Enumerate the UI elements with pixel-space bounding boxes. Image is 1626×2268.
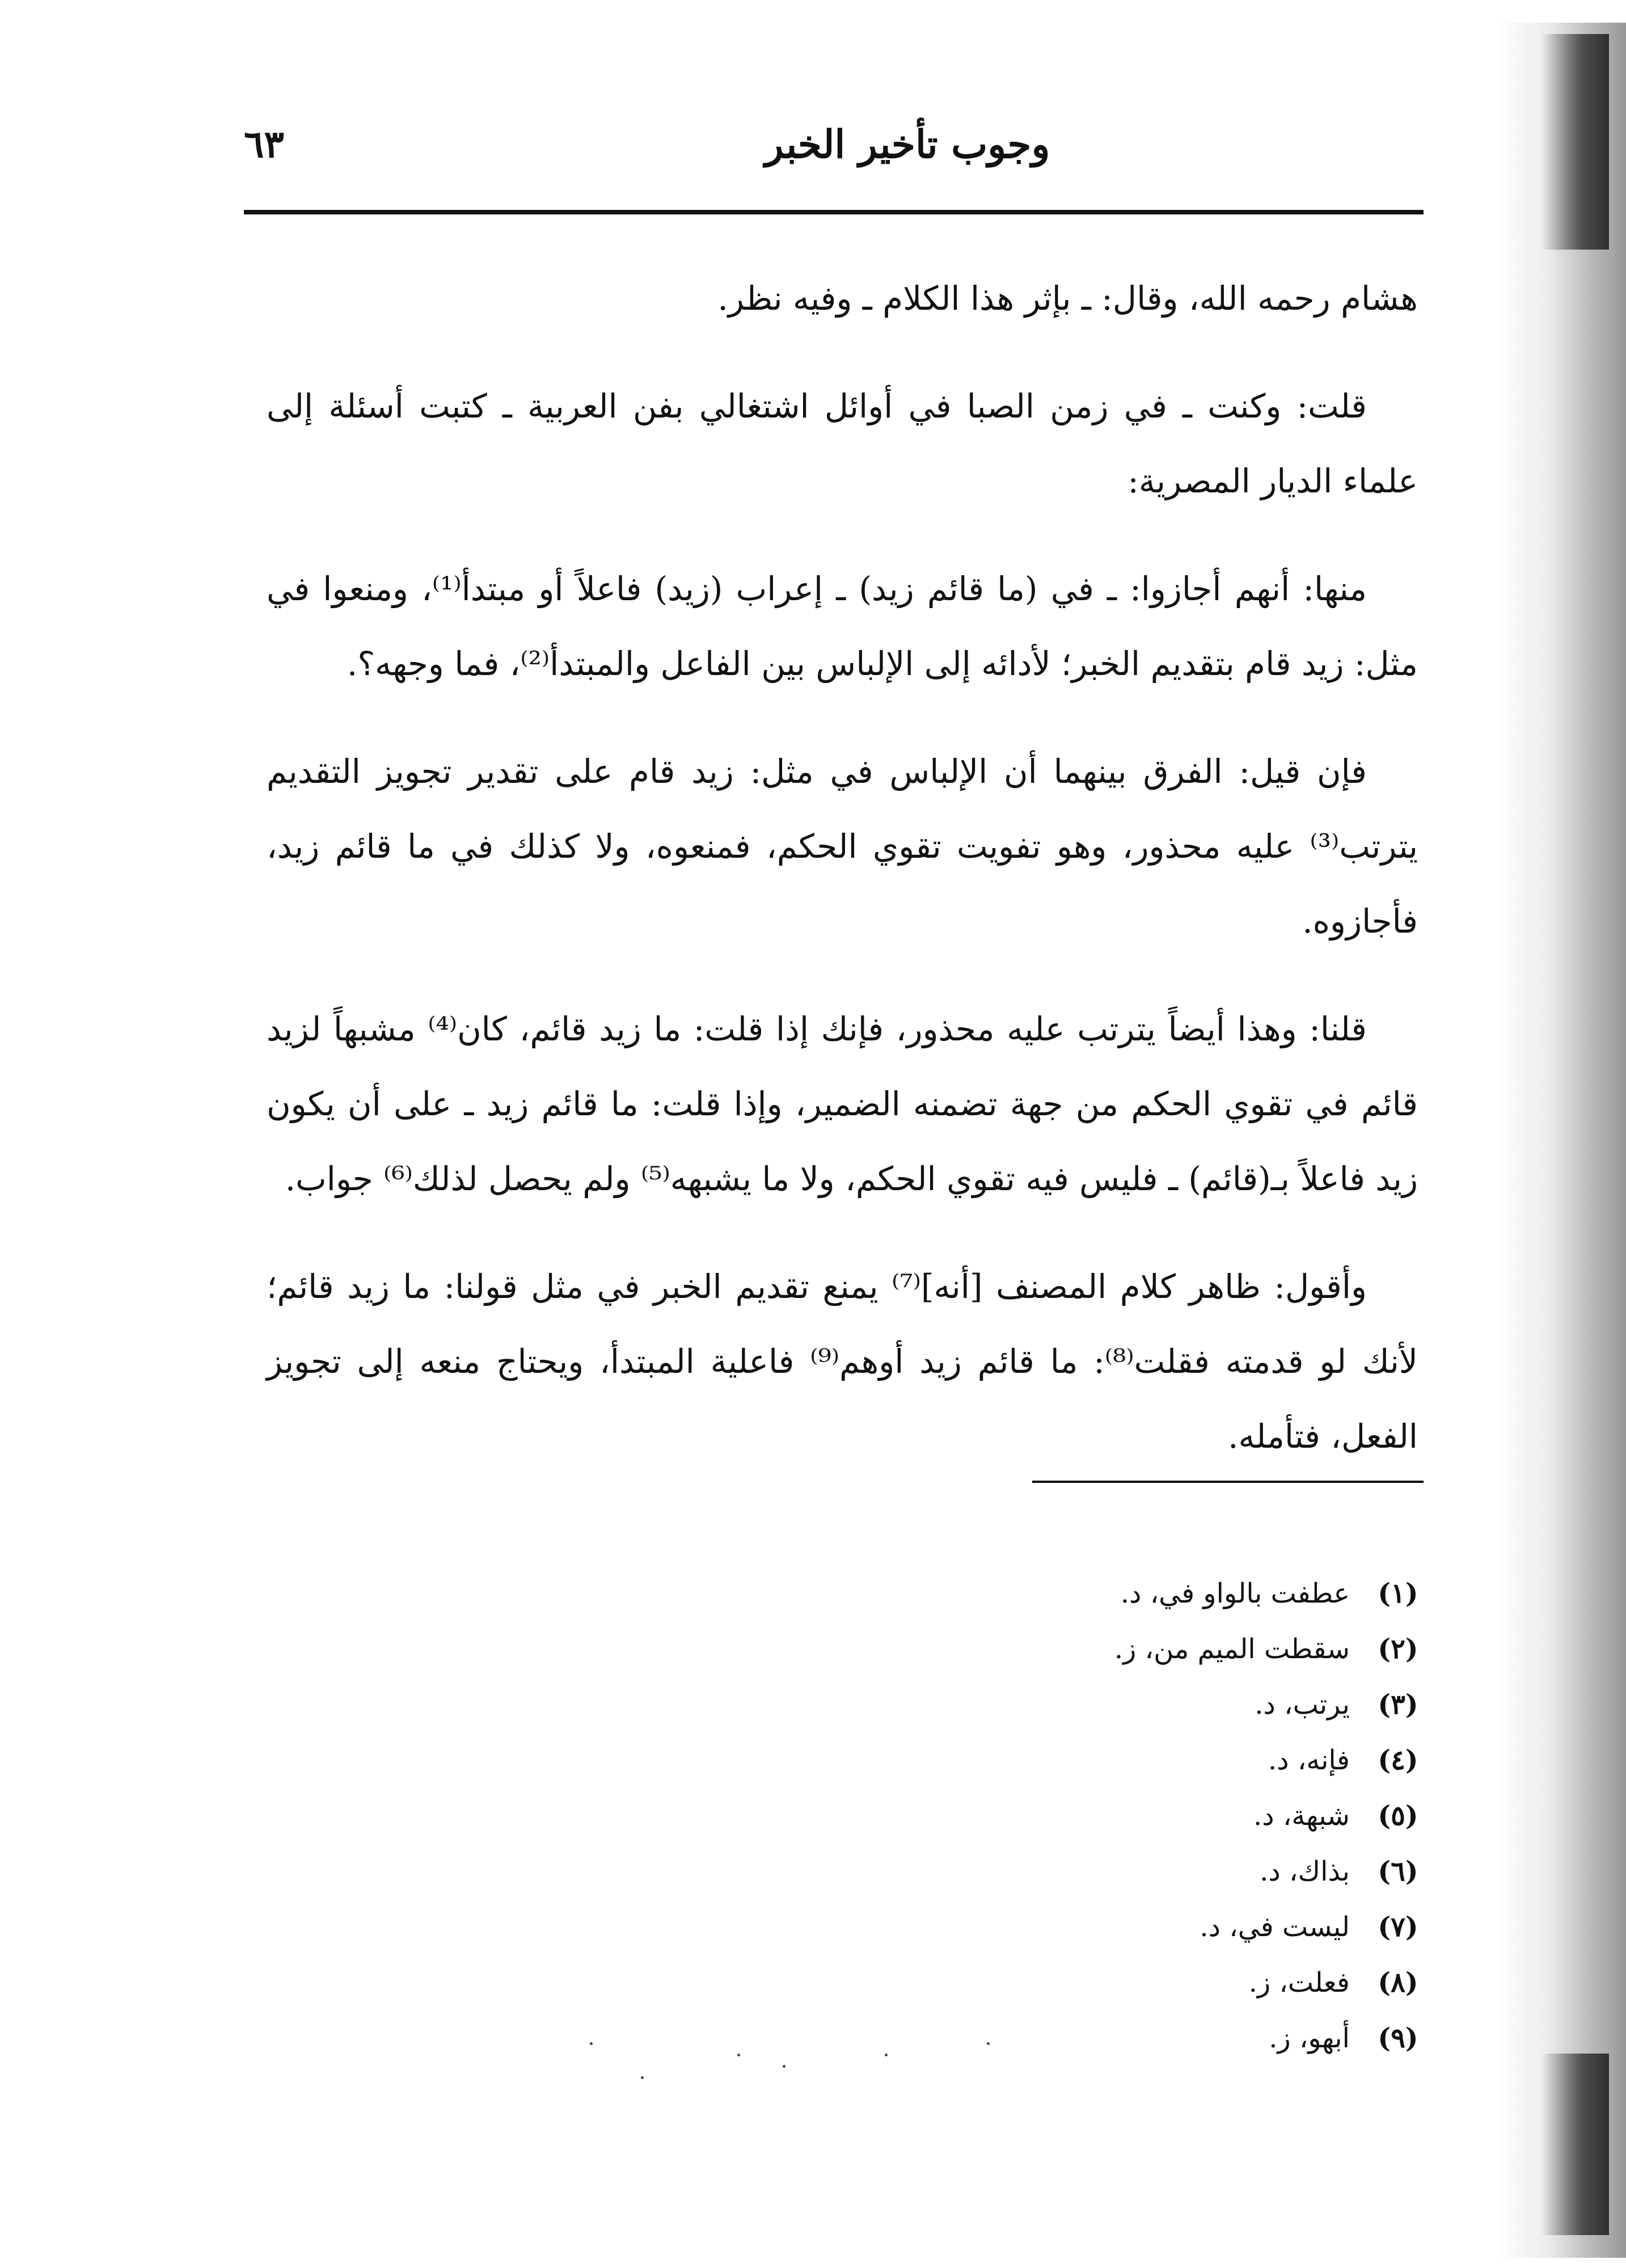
footnote-text: شبهة، د. — [1253, 1800, 1350, 1832]
footnote-number: (١) — [1378, 1578, 1418, 1609]
scan-speck — [783, 2065, 785, 2068]
paragraph-2: قلت: وكنت ـ في زمن الصبا في أوائل اشتغالي بفن العربية ـ كتبت أسئلة إلى علماء الديار المصرية: — [267, 387, 1418, 500]
footnote-number: (٣) — [1378, 1689, 1418, 1721]
footnote-text: فإنه، د. — [1268, 1744, 1350, 1776]
footnote-text: يرتب، د. — [1255, 1689, 1350, 1721]
footnote-text: سقطت الميم من، ز. — [1114, 1633, 1350, 1665]
footnote-item — [851, 1955, 1429, 2010]
header-rule — [244, 210, 1424, 214]
paragraph-1: هشام رحمه الله، وقال: ـ بإثر هذا الكلام ـ وفيه نظر. — [717, 279, 1418, 318]
scan-speck — [987, 2042, 990, 2045]
footnote-text: ليست في، د. — [1200, 1911, 1350, 1943]
footnote-item — [851, 1788, 1429, 1844]
footnote-text: أبهو، ز. — [1269, 2022, 1350, 2054]
body-text — [267, 261, 1418, 1507]
footnote-number: (٩) — [1378, 2022, 1418, 2054]
scan-shadow-top — [1541, 34, 1609, 250]
footnote-number: (٧) — [1378, 1911, 1418, 1943]
paragraph-4: فإن قيل: الفرق بينهما أن الإلباس في مثل: زيد قام على تقدير تجويز التقديم يترتب⁽³⁾ عليه محذور، وهو تفويت تقوي الحكم، فمنعوه، ولا كذلك في ما قائم زيد، فأجازوه. — [267, 752, 1418, 941]
scan-speck — [737, 2054, 740, 2056]
paragraph-3: منها: أنهم أجازوا: ـ في (ما قائم زيد) ـ إعراب (زيد) فاعلاً أو مبتدأ⁽¹⁾، ومنعوا في مثل: زيد قام بتقديم الخبر؛ لأدائه إلى الإلباس بين الفاعل والمبتدأ⁽²⁾، فما وجهه؟. — [267, 570, 1418, 683]
footnote-number: (٤) — [1378, 1744, 1418, 1776]
scan-speck — [885, 2054, 888, 2056]
scan-shadow-edge — [1496, 23, 1626, 2258]
footnote-item — [851, 1732, 1429, 1788]
footnote-number: (٢) — [1378, 1633, 1418, 1665]
footnote-number: (٨) — [1378, 1967, 1418, 1999]
footnote-number: (٥) — [1378, 1800, 1418, 1832]
footnote-item — [851, 1899, 1429, 1955]
footnote-item — [851, 2010, 1429, 2066]
footnote-item — [851, 1844, 1429, 1899]
footnote-number: (٦) — [1378, 1856, 1418, 1887]
footnote-text: فعلت، ز. — [1248, 1967, 1350, 1999]
running-title: وجوب تأخير الخبر — [765, 122, 1050, 167]
footnote-text: عطفت بالواو في، د. — [1120, 1578, 1350, 1609]
paragraph-6: وأقول: ظاهر كلام المصنف [أنه]⁽⁷⁾ يمنع تقديم الخبر في مثل قولنا: ما زيد قائم؛ لأنك لو قدمته فقلت⁽⁸⁾: ما قائم زيد أوهم⁽⁹⁾ فاعلية المبتدأ، ويحتاج منعه إلى تجويز الفعل، فتأمله. — [267, 1267, 1418, 1456]
footnote-text: بذاك، د. — [1260, 1856, 1350, 1887]
scan-shadow-bottom — [1541, 2054, 1609, 2235]
footnotes — [851, 1566, 1429, 2066]
footnote-item — [851, 1677, 1429, 1732]
scan-speck — [641, 2076, 644, 2079]
footnote-rule — [1032, 1481, 1424, 1483]
scan-speck — [590, 2042, 593, 2045]
footnote-item — [851, 1621, 1429, 1677]
footnote-item — [851, 1566, 1429, 1621]
page-number: ٦٣ — [244, 122, 284, 166]
paragraph-5: قلنا: وهذا أيضاً يترتب عليه محذور، فإنك إذا قلت: ما زيد قائم، كان⁽⁴⁾ مشبهاً لزيد قائم في تقوي الحكم من جهة تضمنه الضمير، وإذا قلت: ما قائم زيد ـ على أن يكون زيد فاعلاً بـ(قائم) ـ فليس فيه تقوي الحكم، ولا ما يشبهه⁽⁵⁾ ولم يحصل لذلك⁽⁶⁾ جواب. — [267, 1010, 1418, 1198]
page-header — [244, 116, 1424, 184]
